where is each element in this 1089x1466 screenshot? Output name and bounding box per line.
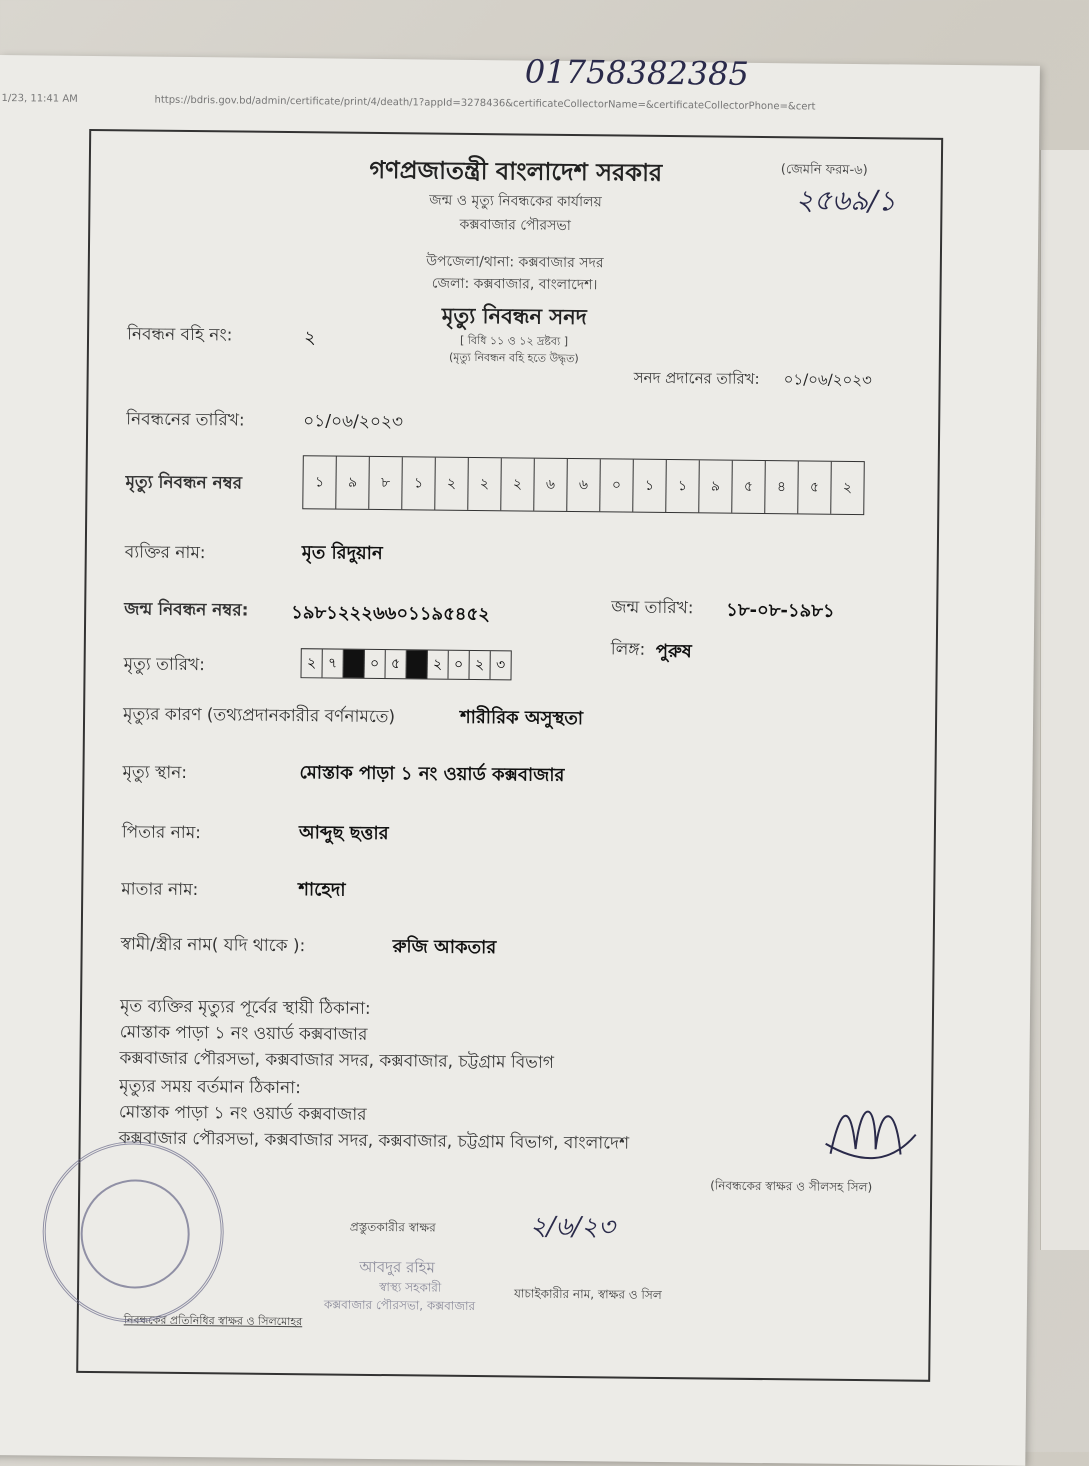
background-document	[1040, 150, 1089, 1250]
rule-note: [ বিধি ১১ ও ১২ দ্রষ্টব্য ]	[459, 333, 569, 348]
place-value: মোস্তাক পাড়া ১ নং ওয়ার্ড কক্সবাজার	[299, 762, 565, 786]
office-name: জন্ম ও মৃত্যু নিবন্ধকের কার্যালয়	[429, 192, 602, 211]
death-reg-digit: ৫	[732, 461, 766, 513]
upazila: উপজেলা/থানা: কক্সবাজার সদর	[426, 253, 604, 272]
death-reg-digit: ৪	[765, 461, 799, 513]
death-reg-digit: ১	[666, 460, 700, 512]
death-reg-digit: ১	[402, 457, 436, 509]
death-reg-digit: ১	[303, 456, 337, 508]
death-reg-digit: ৬	[567, 459, 601, 511]
stamp-name: আবদুর রহিম	[359, 1257, 435, 1277]
permanent-address-line2: কক্সবাজার পৌরসভা, কক্সবাজার সদর, কক্সবাজার, চট্টগ্রাম বিভাগ	[119, 1048, 555, 1073]
issuer-caption: নিবন্ধকের প্রতিনিধির স্বাক্ষর ও সিলমোহর	[123, 1313, 303, 1329]
permanent-address-line1: মোস্তাক পাড়া ১ নং ওয়ার্ড কক্সবাজার	[119, 1022, 368, 1045]
name-label: ব্যক্তির নাম:	[124, 542, 206, 564]
death-reg-number-boxes	[302, 455, 865, 515]
death-reg-digit: ৫	[798, 461, 832, 513]
cause-label: মৃত্যুর কারণ (তথ্যপ্রদানকারীর বর্ণনামতে)	[122, 704, 396, 728]
death-reg-digit: ৮	[369, 457, 403, 509]
registrar-caption: (নিবন্ধকের স্বাক্ষর ও সীলসহ সিল)	[710, 1178, 873, 1195]
govt-title: গণপ্রজাতন্ত্রী বাংলাদেশ সরকার	[369, 155, 663, 187]
death-date-digit: ৩	[495, 657, 506, 674]
death-date-digit: ২	[427, 651, 448, 679]
cause-value: শারীরিক অসুস্থতা	[459, 706, 584, 730]
mother-label: মাতার নাম:	[121, 879, 199, 901]
birth-reg-label: জন্ম নিবন্ধন নম্বর:	[124, 599, 249, 621]
book-label: নিবন্ধন বহি নং:	[126, 324, 233, 346]
reg-date-value: ০১/০৬/২০২৩	[303, 411, 404, 433]
death-reg-label: মৃত্যু নিবন্ধন নম্বর	[125, 472, 243, 494]
death-reg-digit: ২	[501, 458, 535, 510]
death-reg-digit: ২	[842, 479, 853, 496]
print-time: 1/23, 11:41 AM	[1, 93, 78, 105]
form-number: (জেমনি ফরম-৬)	[780, 162, 868, 179]
certificate-title: মৃত্যু নিবন্ধন সনদ	[441, 303, 587, 330]
father-value: আব্দুছ ছত্তার	[298, 822, 389, 845]
book-value: ২	[303, 327, 316, 349]
issue-date-value: ০১/০৬/২০২৩	[783, 370, 872, 390]
death-date-digit: ০	[364, 650, 385, 678]
date-separator-cell	[406, 650, 427, 678]
reg-date-label: নিবন্ধনের তারিখ:	[126, 409, 245, 431]
handwritten-serial: ২৫৬৯/১	[795, 183, 897, 218]
issue-date-label: সনদ প্রদানের তারিখ:	[633, 368, 760, 388]
source-note: (মৃত্যু নিবন্ধন বহি হতে উদ্ধৃত)	[448, 350, 579, 366]
preparer-caption: প্রস্তুতকারীর স্বাক্ষর	[349, 1219, 436, 1235]
date-separator-cell	[343, 650, 364, 678]
print-url: https://bdris.gov.bd/admin/certificate/print/4/death/1?appId=3278436&certificateCollectorName=&certificateCollectorPhone=&cert	[154, 94, 816, 113]
death-reg-digit: ১	[633, 460, 667, 512]
current-address-label: মৃত্যুর সময় বর্তমান ঠিকানা:	[119, 1076, 301, 1099]
mother-value: শাহেদা	[298, 879, 346, 901]
death-date-digit: ২	[302, 649, 323, 677]
spouse-label: স্বামী/স্ত্রীর নাম( যদি থাকে ):	[120, 934, 306, 957]
spouse-value: রুজি আকতার	[392, 936, 497, 959]
father-label: পিতার নাম:	[121, 822, 202, 844]
stamp-title: স্বাস্থ্য সহকারী	[379, 1280, 442, 1295]
death-reg-digit: ২	[435, 458, 469, 510]
gender-value: পুরুষ	[655, 640, 692, 663]
gender-label: লিঙ্গ:	[610, 639, 646, 660]
registrar-signature	[820, 1094, 921, 1175]
current-address-line2: কক্সবাজার পৌরসভা, কক্সবাজার সদর, কক্সবাজার, চট্টগ্রাম বিভাগ, বাংলাদেশ	[118, 1128, 630, 1154]
stamp-office: কক্সবাজার পৌরসভা, কক্সবাজার	[323, 1297, 476, 1314]
dob-value: ১৮-০৮-১৯৮১	[726, 599, 835, 622]
municipality-name: কক্সবাজার পৌরসভা	[459, 216, 571, 234]
death-date-digit: ২	[469, 651, 490, 679]
dob-label: জন্ম তারিখ:	[611, 597, 694, 619]
death-reg-digit: ৬	[534, 459, 568, 511]
verifier-caption: যাচাইকারীর নাম, স্বাক্ষর ও সিল	[513, 1286, 662, 1302]
handwritten-date: ২/৬/২৩	[529, 1211, 616, 1243]
death-reg-digit: ০	[600, 459, 634, 511]
place-label: মৃত্যু স্থান:	[122, 762, 188, 783]
death-reg-digit: ৯	[699, 460, 733, 512]
handwritten-phone: 01758382385	[524, 52, 749, 93]
permanent-address-label: মৃত ব্যক্তির মৃত্যুর পূর্বের স্থায়ী ঠিকানা:	[119, 996, 371, 1019]
death-date-digit: ৫	[385, 650, 406, 678]
death-date-digit: ৭	[322, 649, 343, 677]
name-value: মৃত রিদুয়ান	[301, 542, 383, 565]
current-address-line1: মোস্তাক পাড়া ১ নং ওয়ার্ড কক্সবাজার	[118, 1102, 367, 1125]
district: জেলা: কক্সবাজার, বাংলাদেশ।	[431, 275, 598, 294]
death-reg-digit: ৯	[336, 457, 370, 509]
death-reg-digit: ২	[468, 458, 502, 510]
municipality-seal	[42, 1141, 225, 1324]
birth-reg-value: ১৯৮১২২২৬৬০১১৯৫৪৫২	[291, 602, 491, 626]
death-date-label: মৃত্যু তারিখ:	[123, 654, 206, 676]
certificate-sheet	[0, 52, 1040, 1466]
death-date-boxes	[300, 648, 511, 680]
death-date-digit: ০	[448, 651, 469, 679]
